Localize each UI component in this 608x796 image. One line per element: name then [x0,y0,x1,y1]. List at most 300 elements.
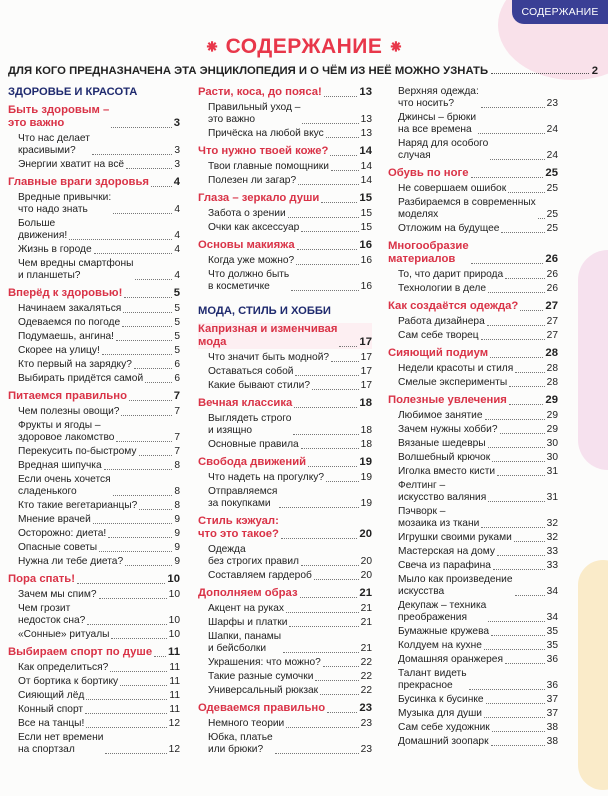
chapter-heading[interactable] [8,176,180,189]
entry-title: Разбираемся в современных моделях [398,197,536,220]
section-tab: СОДЕРЖАНИЕ [512,0,608,24]
toc-entry[interactable] [8,704,180,716]
toc-entry[interactable] [198,631,372,655]
page-number: 26 [546,269,558,280]
dot-leader [69,239,172,240]
toc-entry[interactable] [388,183,558,195]
page-number: 22 [360,657,372,668]
page-number: 6 [174,373,180,384]
toc-entry[interactable] [8,303,180,315]
toc-entry[interactable] [198,718,372,730]
chapter-title: Обувь по ноге [388,167,469,179]
toc-entry[interactable] [198,208,372,220]
entry-title: Причёска на любой вкус [208,128,324,139]
page-number: 8 [174,500,180,511]
toc-entry[interactable] [198,439,372,451]
dot-leader [509,386,545,387]
entry-title: Конный спорт [18,704,84,715]
page-number: 12 [168,718,180,729]
toc-entry[interactable] [8,528,180,540]
page-number: 11 [169,690,180,701]
page-number: 19 [359,456,372,468]
dot-leader [77,583,165,584]
page-number: 7 [174,446,180,457]
page-number: 16 [360,255,372,266]
section-title: МОДА, СТИЛЬ И ХОББИ [198,305,331,317]
dot-leader [320,694,359,695]
toc-entry[interactable] [388,640,558,652]
page-number: 5 [174,331,180,342]
dot-leader [283,652,359,653]
entry-title: Колдуем на кухне [398,640,482,651]
page-number: 34 [546,586,558,597]
page-number: 25 [546,183,558,194]
dot-leader [102,354,173,355]
page-number: 30 [546,452,558,463]
toc-entry[interactable] [198,161,372,173]
page-number: 31 [546,466,558,477]
dot-leader [509,404,544,405]
chapter-heading[interactable] [388,240,558,266]
entry-title: Фрукты и ягоды – здоровое лакомство [18,420,115,443]
page-number: 14 [360,175,372,186]
dot-leader [330,155,357,156]
dot-leader [126,168,172,169]
chapter-heading[interactable] [8,646,180,659]
page-number: 19 [360,472,372,483]
dot-leader [125,565,172,566]
entry-title: Зачем мы спим? [18,589,97,600]
entry-title: Вредная шипучка [18,460,102,471]
dot-leader [493,569,545,570]
chapter-heading[interactable] [198,456,372,469]
dot-leader [508,192,544,193]
toc-entry[interactable] [8,359,180,371]
entry-title: Когда уже можно? [208,255,295,266]
page-number: 26 [545,253,558,265]
dot-leader [294,407,357,408]
chapter-title: Выбираем спорт по душе [8,646,153,658]
entry-title: Чем вредны смартфоны и планшеты? [18,258,134,281]
dot-leader [110,671,167,672]
dot-leader [471,263,544,264]
page-number: 30 [546,438,558,449]
toc-entry[interactable] [388,668,558,692]
page-number: 10 [167,573,180,585]
entry-title: Как определиться? [18,662,109,673]
toc-entry[interactable] [388,438,558,450]
toc-entry[interactable] [388,736,558,748]
dot-leader [331,170,359,171]
chapter-heading[interactable] [388,167,558,180]
sparkle-icon: ⁕ [388,36,404,57]
entry-title: Сам себе творец [398,330,479,341]
toc-entry[interactable] [198,685,372,697]
toc-entry[interactable] [8,317,180,329]
dot-leader [129,400,172,401]
page-number: 4 [174,244,180,255]
toc-entry[interactable] [388,574,558,598]
page-number: 36 [546,654,558,665]
entry-title: Выглядеть строго и изящно [208,413,292,436]
toc-entry[interactable] [388,138,558,162]
page-number: 27 [546,330,558,341]
toc-entry[interactable] [198,413,372,437]
chapter-heading[interactable] [198,515,372,541]
chapter-heading[interactable] [198,397,372,410]
page-title: СОДЕРЖАНИЕ [225,35,383,58]
chapter-heading[interactable] [388,394,558,407]
page-number: 10 [168,615,180,626]
entry-title: Чем грозит недосток сна? [18,603,86,626]
page-number: 29 [546,410,558,421]
toc-entry[interactable] [8,662,180,674]
dot-leader [312,389,359,390]
chapter-heading[interactable] [198,587,372,600]
chapter-heading[interactable] [198,86,372,99]
dot-leader [487,325,545,326]
page-number: 7 [174,406,180,417]
chapter-title: Главные враги здоровья [8,176,150,188]
toc-entry[interactable] [8,345,180,357]
page-number: 24 [546,124,558,135]
dot-leader [99,598,167,599]
toc-entry[interactable] [388,654,558,666]
entry-title: Вязаные шедевры [398,438,486,449]
dot-leader [481,107,545,108]
entry-title: Отложим на будущее [398,223,500,234]
toc-entry[interactable] [388,86,558,110]
toc-entry[interactable] [198,255,372,267]
dot-leader [326,481,359,482]
entry-title: Скорее на улицу! [18,345,100,356]
dot-leader [478,133,545,134]
toc-entry[interactable] [388,452,558,464]
page-number: 25 [545,167,558,179]
toc-entry[interactable] [198,657,372,669]
chapter-heading[interactable] [8,104,180,130]
dot-leader [135,279,172,280]
toc-entry[interactable] [8,732,180,756]
toc-entry[interactable] [198,603,372,615]
entry-title: Зачем нужны хобби? [398,424,498,435]
page-number: 18 [360,439,372,450]
page-number: 23 [360,718,372,729]
toc-entry[interactable] [388,506,558,530]
dot-leader [111,638,166,639]
toc-entry[interactable] [388,269,558,281]
page-number: 3 [173,117,180,129]
toc-entry[interactable] [388,722,558,734]
dot-leader [491,65,589,74]
chapter-heading[interactable] [8,390,180,403]
toc-entry[interactable] [198,617,372,629]
toc-entry[interactable] [198,175,372,187]
dot-leader [301,565,359,566]
toc-entry[interactable] [198,380,372,392]
chapter-heading[interactable] [198,192,372,205]
dot-leader [324,96,358,97]
toc-entry[interactable] [198,472,372,484]
toc-entry[interactable] [388,480,558,504]
entry-title: Больше движения! [18,218,68,241]
entry-title: Домашняя оранжерея [398,654,503,665]
page-number: 13 [360,128,372,139]
sparkle-icon: ⁕ [204,36,220,57]
dot-leader [134,368,172,369]
toc-entry[interactable] [388,708,558,720]
toc-entry[interactable] [388,600,558,624]
toc-entry[interactable] [8,629,180,641]
page-number: 35 [546,640,558,651]
page-number: 4 [174,204,180,215]
entry-title: Составляем гардероб [208,570,312,581]
toc-entry[interactable] [8,331,180,343]
entry-title: Твои главные помощники [208,161,329,172]
toc-entry[interactable] [198,486,372,510]
dot-leader [86,699,167,700]
toc-entry[interactable] [8,192,180,216]
dot-leader [331,361,359,362]
dot-leader [99,551,172,552]
chapter-title: Капризная и изменчивая мода [198,323,338,348]
dot-leader [497,475,545,476]
dot-leader [323,666,359,667]
page-number: 20 [359,528,372,540]
dot-leader [492,461,544,462]
entry-title: Одежда без строгих правил [208,544,299,567]
page-number: 5 [174,303,180,314]
toc-entry[interactable] [8,514,180,526]
dot-leader [308,466,357,467]
dot-leader [301,448,359,449]
dot-leader [469,689,545,690]
chapter-title: Сияющий подиум [388,347,489,359]
toc-entry[interactable] [8,474,180,498]
toc-entry[interactable] [198,366,372,378]
dot-leader [297,249,358,250]
toc-entry[interactable] [8,420,180,444]
page-number: 4 [174,230,180,241]
toc-entry[interactable] [388,112,558,136]
dot-leader [491,745,545,746]
dot-leader [515,372,544,373]
chapter-title: Как создаётся одежда? [388,300,519,312]
toc-entry[interactable] [198,222,372,234]
page-number: 38 [546,736,558,747]
dot-leader [139,509,172,510]
dot-leader [488,621,544,622]
dot-leader [515,595,545,596]
dot-leader [295,375,358,376]
toc-entry[interactable] [198,732,372,756]
entry-title: Декупаж – техника преображения [398,600,487,623]
dot-leader [293,434,358,435]
dot-leader [488,447,545,448]
toc-entry[interactable] [388,626,558,638]
page-number: 6 [174,359,180,370]
entry-title: Иголка вместо кисти [398,466,496,477]
page-number: 11 [168,646,180,658]
chapter-title: Многообразие материалов [388,240,469,265]
toc-entry[interactable] [388,532,558,544]
dot-leader [151,186,172,187]
dot-leader [514,541,545,542]
toc-entry[interactable] [198,570,372,582]
toc-entry[interactable] [8,373,180,385]
toc-entry[interactable] [388,197,558,221]
dot-leader [326,137,359,138]
chapter-heading[interactable] [198,239,372,252]
page-number: 16 [360,281,372,292]
page-number: 29 [545,394,558,406]
chapter-title: Пора спать! [8,573,75,585]
section-spacer [198,295,372,305]
toc-entry[interactable] [8,690,180,702]
intro-entry[interactable] [8,65,598,77]
entry-title: Отправляемся за покупками [208,486,278,509]
toc-entry[interactable] [8,542,180,554]
toc-entry[interactable] [388,410,558,422]
toc-entry[interactable] [198,128,372,140]
chapter-heading[interactable] [198,702,372,715]
entry-title: То, что дарит природа [398,269,504,280]
toc-entry[interactable] [198,671,372,683]
toc-entry[interactable] [8,218,180,242]
toc-entry[interactable] [8,258,180,282]
entry-title: Вредные привычки: что надо знать [18,192,112,215]
entry-title: Оставаться собой [208,366,294,377]
toc-entry[interactable] [388,283,558,295]
toc-entry[interactable] [8,406,180,418]
entry-title: Мнение врачей [18,514,91,525]
toc-entry[interactable] [8,460,180,472]
dot-leader [104,469,173,470]
toc-entry[interactable] [388,694,558,706]
entry-title: Сам себе художник [398,722,490,733]
toc-entry[interactable] [8,133,180,157]
title-row [0,34,608,60]
entry-title: Выбирать придётся самой [18,373,144,384]
dot-leader [520,310,543,311]
page-number: 8 [174,460,180,471]
page-number: 28 [546,377,558,388]
toc-entry[interactable] [198,544,372,568]
toc-entry[interactable] [8,718,180,730]
chapter-title: Основы макияжа [198,239,295,251]
chapter-heading[interactable] [388,300,558,313]
page-number: 11 [169,676,180,687]
page-number: 25 [546,209,558,220]
chapter-title: Питаемся правильно [8,390,127,402]
chapter-heading[interactable] [198,145,372,158]
page-number: 5 [173,287,180,299]
page-number: 21 [360,643,372,654]
toc-entry[interactable] [388,330,558,342]
dot-leader [111,127,171,128]
entry-title: Если нет времени на спортзал [18,732,104,755]
dot-leader [85,713,167,714]
entry-title: Что надеть на прогулку? [208,472,325,483]
toc-entry[interactable] [198,352,372,364]
entry-title: Опасные советы [18,542,98,553]
entry-title: Юбка, платье или брюки? [208,732,273,755]
toc-entry[interactable] [8,676,180,688]
toc-entry[interactable] [8,603,180,627]
toc-column-2 [198,86,372,758]
page-number: 20 [360,556,372,567]
toc-entry[interactable] [8,244,180,256]
dot-leader [120,685,167,686]
chapter-heading[interactable] [198,323,372,349]
page-number: 27 [546,316,558,327]
entry-title: Мастерская на дому [398,546,495,557]
toc-entry[interactable] [8,500,180,512]
page-number: 26 [546,283,558,294]
toc-entry[interactable] [8,589,180,601]
entry-title: Немного теории [208,718,285,729]
page-number: 21 [360,617,372,628]
page-number: 8 [174,486,180,497]
page-number: 22 [360,685,372,696]
chapter-heading[interactable] [388,347,558,360]
dot-leader [484,717,545,718]
dot-leader [87,624,166,625]
toc-entry[interactable] [388,363,558,375]
entry-title: Чем полезны овощи? [18,406,120,417]
toc-entry[interactable] [388,223,558,235]
dot-leader [139,455,173,456]
intro-page: 2 [591,65,598,77]
dot-leader [92,154,172,155]
dot-leader [113,213,172,214]
entry-title: Осторожно: диета! [18,528,107,539]
entry-title: Кто такие вегетарианцы? [18,500,138,511]
dot-leader [275,753,359,754]
toc-entry[interactable] [8,556,180,568]
toc-entry[interactable] [388,316,558,328]
toc-entry[interactable] [388,466,558,478]
page-number: 17 [360,380,372,391]
entry-title: Энергии хватит на всё [18,159,125,170]
dot-leader [314,579,359,580]
toc-entry[interactable] [198,269,372,293]
dot-leader [279,507,358,508]
toc-entry[interactable] [388,546,558,558]
toc-entry[interactable] [388,377,558,389]
entry-title: Шапки, панамы и бейсболки [208,631,282,654]
dot-leader [121,415,172,416]
toc-entry[interactable] [8,159,180,171]
dot-leader [471,177,544,178]
chapter-heading[interactable] [8,287,180,300]
toc-entry[interactable] [388,424,558,436]
toc-entry[interactable] [388,560,558,572]
dot-leader [108,537,172,538]
chapter-title: Стиль кэжуал: что это такое? [198,515,279,540]
entry-title: Игрушки своими руками [398,532,512,543]
dot-leader [289,626,358,627]
page-number: 4 [174,270,180,281]
page-number: 15 [359,192,372,204]
dot-leader [490,159,544,160]
chapter-heading[interactable] [8,573,180,586]
toc-entry[interactable] [8,446,180,458]
dot-leader [94,253,173,254]
toc-entry[interactable] [198,102,372,126]
chapter-title: Расти, коса, до пояса! [198,86,322,98]
entry-title: Технологии в деле [398,283,487,294]
